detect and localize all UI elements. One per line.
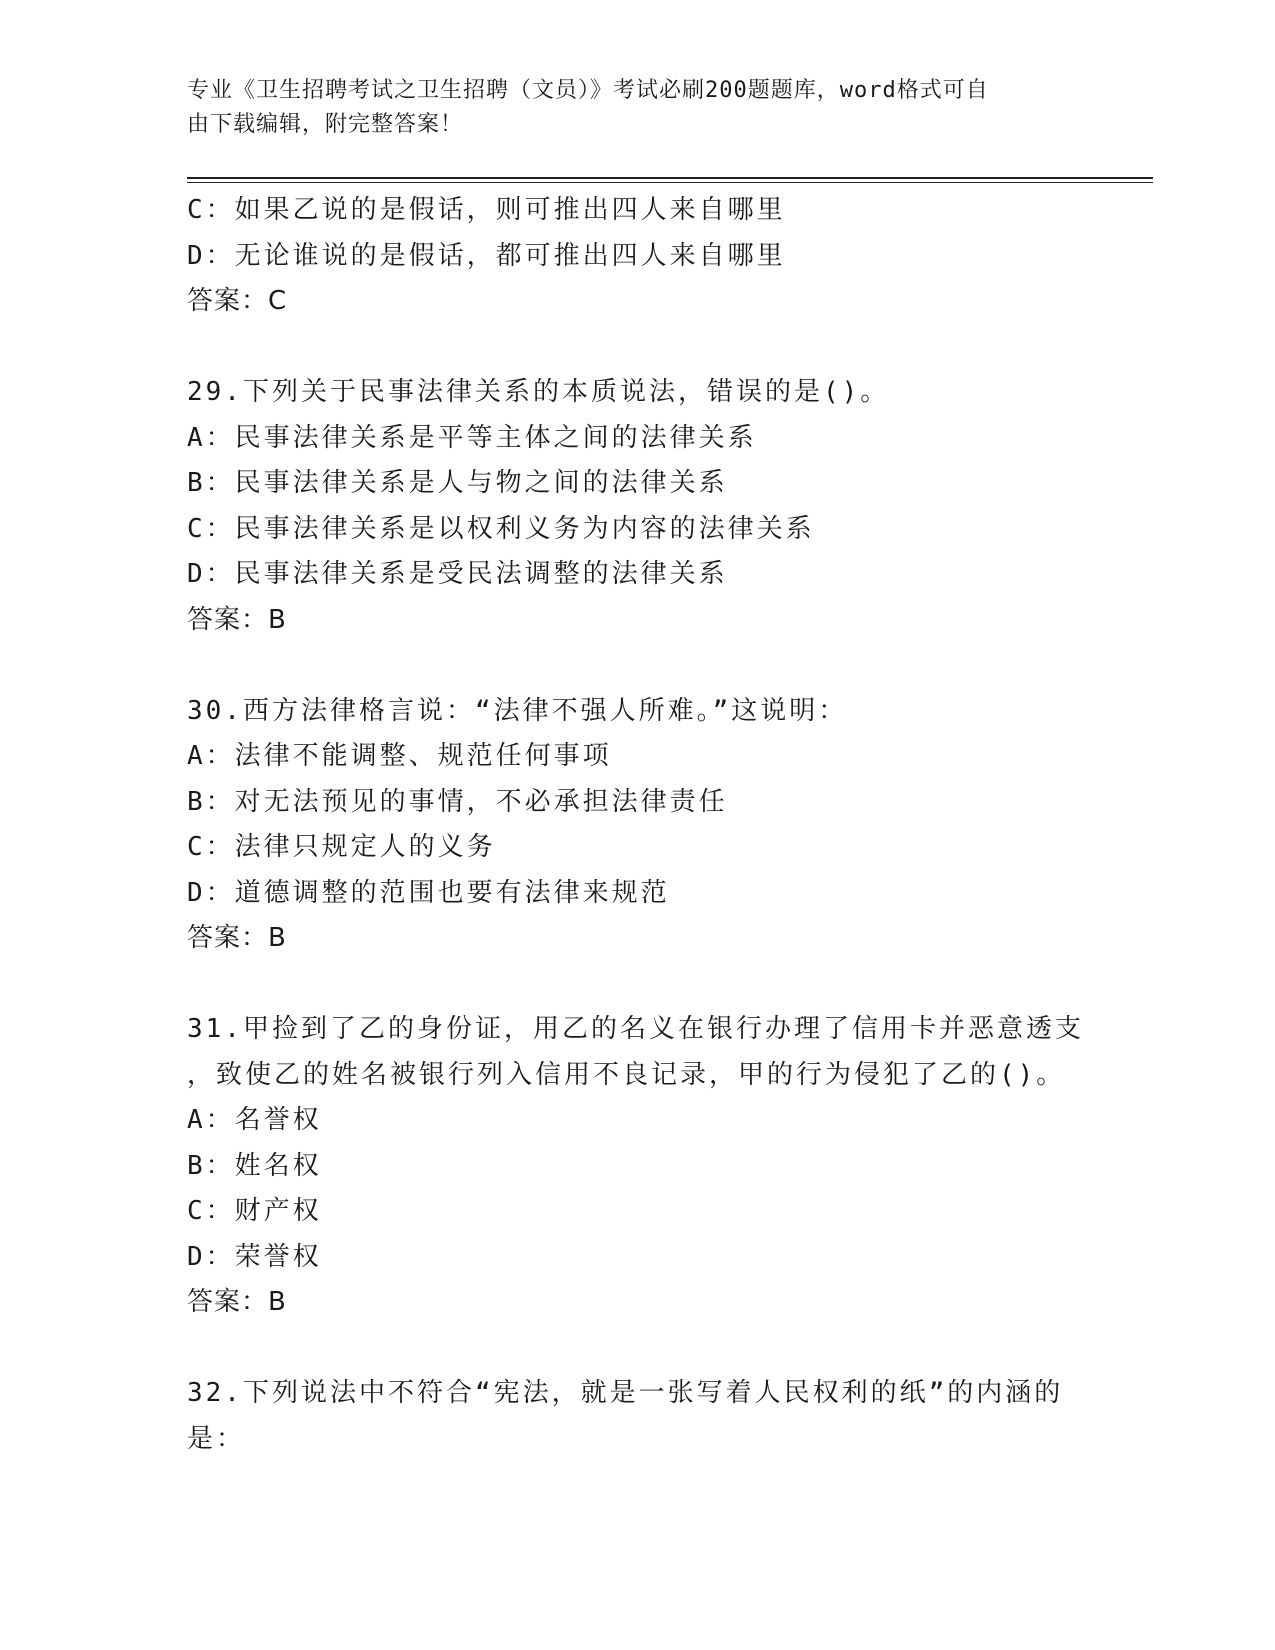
question-stem-line-1: 31.甲捡到了乙的身份证，用乙的名义在银行办理了信用卡并恶意透支 (187, 1014, 1084, 1044)
question-stem-line-2: ，致使乙的姓名被银行列入信用不良记录，甲的行为侵犯了乙的()。 (187, 1059, 1066, 1090)
question-stem: 30.西方法律格言说：“法律不强人所难。”这说明： (187, 695, 848, 726)
question-30 (187, 689, 1087, 962)
spacer (187, 325, 1087, 371)
option-d: D：无论谁说的是假话，都可推出四人来自哪里 (187, 240, 786, 271)
header-rule-thin (187, 182, 1153, 183)
option-d: D：道德调整的范围也要有法律来规范 (187, 877, 670, 908)
spacer (187, 1326, 1087, 1372)
question-list (187, 188, 1087, 1462)
header-line-2: 由下载编辑，附完整答案！ (187, 112, 464, 137)
question-stem: 29.下列关于民事法律关系的本质说法，错误的是()。 (187, 377, 890, 407)
option-b: B：姓名权 (187, 1150, 322, 1181)
question-31 (187, 1007, 1087, 1326)
option-b: B：民事法律关系是人与物之间的法律关系 (187, 468, 728, 498)
answer-line: 答案：B (187, 604, 287, 635)
question-32 (187, 1371, 1087, 1462)
answer-line: 答案：C (187, 286, 288, 316)
document-header (187, 74, 1067, 142)
option-a: A：民事法律关系是平等主体之间的法律关系 (187, 422, 757, 453)
option-a: A：法律不能调整、规范任何事项 (187, 741, 612, 771)
question-28-continued (187, 188, 1087, 325)
header-rule-thick (187, 177, 1153, 179)
option-c: C：如果乙说的是假话，则可推出四人来自哪里 (187, 195, 786, 225)
option-c: C：民事法律关系是以权利义务为内容的法律关系 (187, 513, 815, 544)
answer-line: 答案：B (187, 1287, 287, 1317)
question-stem-line-2: 是： (187, 1423, 246, 1454)
spacer (187, 643, 1087, 689)
question-stem-line-1: 32.下列说法中不符合“宪法，就是一张写着人民权利的纸”的内涵的 (187, 1378, 1064, 1408)
option-c: C：法律只规定人的义务 (187, 832, 496, 862)
option-d: D：民事法律关系是受民法调整的法律关系 (187, 559, 728, 589)
spacer (187, 962, 1087, 1008)
answer-line: 答案：B (187, 923, 287, 953)
option-b: B：对无法预见的事情，不必承担法律责任 (187, 786, 728, 817)
header-line-1: 专业《卫生招聘考试之卫生招聘（文员）》考试必刷200题题库，word格式可自 (187, 78, 989, 103)
option-d: D：荣誉权 (187, 1241, 322, 1272)
option-a: A：名誉权 (187, 1105, 322, 1135)
option-c: C：财产权 (187, 1196, 322, 1226)
question-29 (187, 370, 1087, 643)
